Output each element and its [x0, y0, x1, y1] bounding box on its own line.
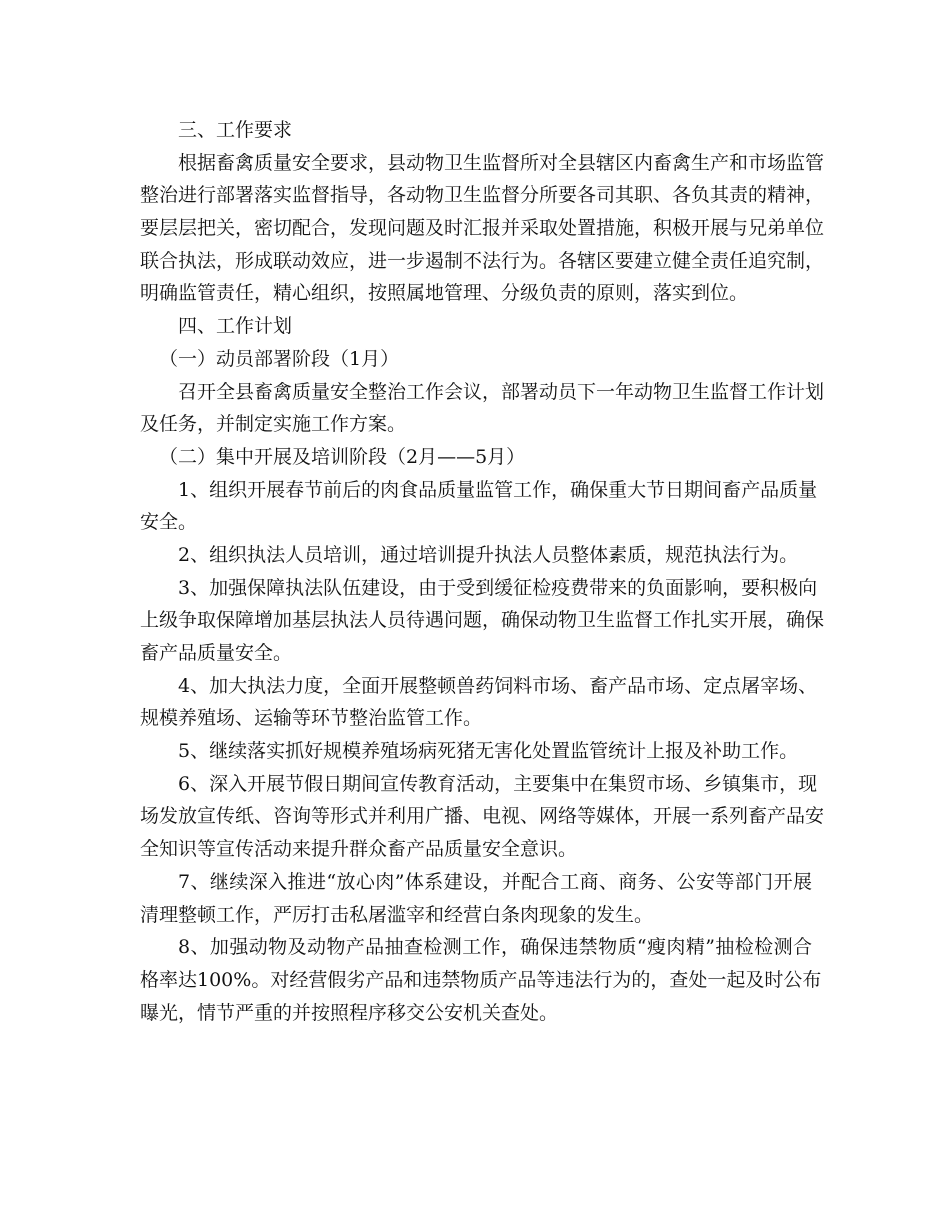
list-item-line: 清理整顿工作，严厉打击私屠滥宰和经营白条肉现象的发生。 [140, 903, 654, 926]
section-heading-requirements: 三、工作要求 [178, 119, 293, 141]
document-body [140, 114, 825, 1029]
list-item-line: 1、组织开展春节前后的肉食品质量监管工作，确保重大节日期间畜产品质量 [178, 478, 818, 501]
list-item-line: 全知识等宣传活动来提升群众畜产品质量安全意识。 [140, 838, 578, 861]
section-heading-plan: 四、工作计划 [178, 315, 293, 338]
list-item-line: 上级争取保障增加基层执法人员待遇问题，确保动物卫生监督工作扎实开展，确保 [140, 609, 825, 632]
list-item-line: 场发放宣传纸、咨询等形式并利用广播、电视、网络等媒体，开展一系列畜产品安 [140, 805, 825, 828]
list-item-line: 2、组织执法人员培训，通过培训提升执法人员整体素质，规范执法行为。 [178, 543, 799, 566]
paragraph-line: 根据畜禽质量安全要求，县动物卫生监督所对全县辖区内畜禽生产和市场监管 [178, 151, 825, 174]
list-item-line: 4、加大执法力度，全面开展整顿兽药饲料市场、畜产品市场、定点屠宰场、 [178, 674, 818, 697]
list-item-line: 规模养殖场、运输等环节整治监管工作。 [140, 707, 483, 730]
paragraph-line: 明确监管责任，精心组织，按照属地管理、分级负责的原则，落实到位。 [140, 282, 749, 305]
list-item-line: 畜产品质量安全。 [140, 642, 293, 664]
list-item-line: 7、继续深入推进“放心肉”体系建设，并配合工商、商务、公安等部门开展 [178, 870, 812, 893]
paragraph-line: 联合执法，形成联动效应，进一步遏制不法行为。各辖区要建立健全责任追究制， [140, 249, 825, 272]
list-item-line: 曝光，情节严重的并按照程序移交公安机关查处。 [140, 1001, 559, 1024]
paragraph-line: 要层层把关，密切配合，发现问题及时汇报并采取处置措施，积极开展与兄弟单位 [140, 217, 825, 240]
list-item-line: 5、继续落实抓好规模养殖场病死猪无害化处置监管统计上报及补助工作。 [178, 740, 799, 763]
stage-heading-training: （二）集中开展及培训阶段（2月——5月） [159, 445, 526, 468]
stage-heading-mobilization: （一）动员部署阶段（1月） [159, 347, 400, 370]
list-item-line: 3、加强保障执法队伍建设，由于受到缓征检疫费带来的负面影响，要积极向 [178, 576, 818, 599]
paragraph-line: 召开全县畜禽质量安全整治工作会议，部署动员下一年动物卫生监督工作计划 [178, 380, 825, 403]
list-item-line: 6、深入开展节假日期间宣传教育活动，主要集中在集贸市场、乡镇集市，现 [178, 772, 818, 795]
list-item-line: 格率达100%。对经营假劣产品和违禁物质产品等违法行为的，查处一起及时公布 [140, 968, 822, 991]
paragraph-line: 及任务，并制定实施工作方案。 [140, 413, 407, 436]
list-item-line: 安全。 [140, 511, 198, 534]
list-item-line: 8、加强动物及动物产品抽查检测工作，确保违禁物质“瘦肉精”抽检检测合 [178, 936, 812, 959]
paragraph-line: 整治进行部署落实监督指导，各动物卫生监督分所要各司其职、各负其责的精神， [140, 184, 825, 207]
